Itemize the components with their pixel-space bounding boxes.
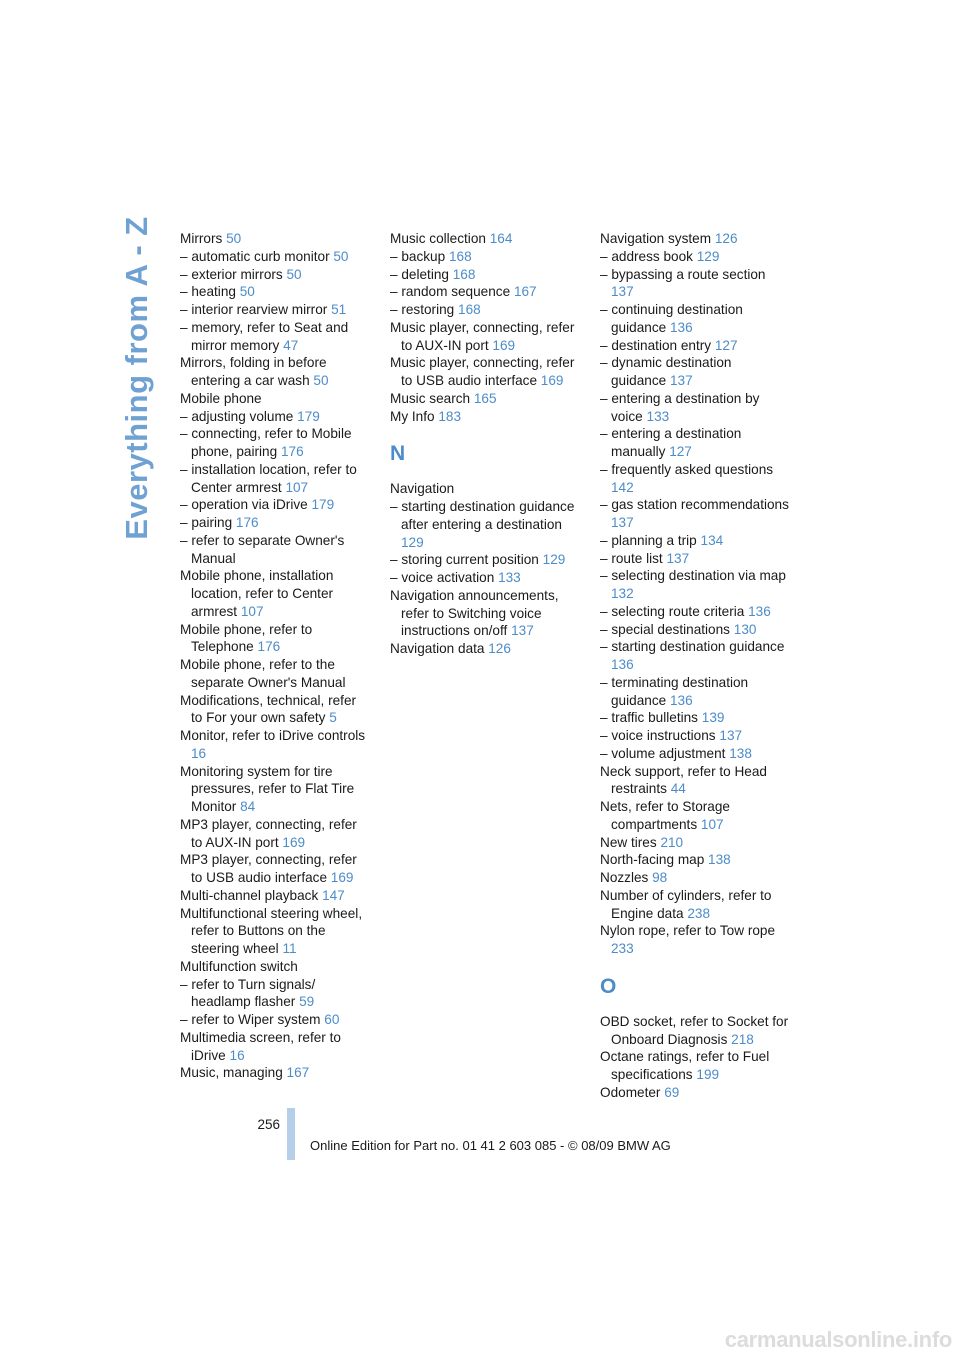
footer-edition-text: Online Edition for Part no. 01 41 2 603 085 - © 08/09 BMW AG (310, 1138, 671, 1153)
page-reference-link[interactable]: 164 (489, 231, 513, 246)
index-entry-text: – selecting destination via map (600, 568, 786, 584)
index-entry-text: – voice activation (390, 570, 499, 585)
index-entry-text: – automatic curb monitor (180, 248, 334, 264)
index-entry (180, 692, 370, 728)
index-entry-text: Music player, connecting, refer to USB audio interface (390, 355, 575, 388)
page-reference-link[interactable]: 130 (733, 621, 757, 637)
index-entry-text: New tires (600, 834, 661, 850)
index-entry-text: – pairing (180, 515, 236, 530)
page-reference-link[interactable]: 51 (331, 302, 347, 317)
index-entry (390, 283, 580, 301)
page-reference-link[interactable]: 165 (473, 390, 497, 406)
page-reference-link[interactable]: 50 (239, 284, 255, 300)
index-entry (180, 425, 370, 461)
index-letter-heading: N (390, 442, 406, 466)
index-entry (180, 1011, 370, 1029)
index-entry (390, 390, 580, 408)
index-entry (180, 408, 370, 426)
page-reference-link[interactable]: 138 (708, 852, 731, 868)
index-entry-text: Music collection (390, 231, 490, 246)
index-entry-text: Music search (390, 390, 474, 406)
page-reference-link[interactable]: 47 (283, 337, 299, 353)
index-entry-text: – traffic bulletins (600, 710, 702, 726)
index-entry (600, 567, 790, 603)
page-reference-link[interactable]: 179 (311, 497, 335, 513)
index-entry-text: – refer to Wiper system (180, 1012, 325, 1027)
page-reference-link[interactable]: 176 (257, 639, 281, 655)
index-entry (600, 709, 790, 727)
index-entry (600, 390, 790, 426)
index-entry-text: – gas station recommendations (600, 497, 789, 513)
index-entry-text: – voice instructions (600, 728, 720, 743)
index-entry (600, 603, 790, 621)
index-entry-text: – entering a destination by voice (600, 390, 760, 424)
index-entry (600, 1013, 790, 1049)
index-entry (180, 621, 370, 657)
index-entry (600, 834, 790, 852)
index-entry-text: – interior rearview mirror (180, 302, 332, 317)
page-reference-link[interactable]: 137 (666, 550, 690, 566)
page-reference-link[interactable]: 50 (333, 248, 349, 264)
index-entry (390, 587, 580, 640)
index-entry (180, 354, 370, 390)
index-entry (600, 425, 790, 461)
index-entry (600, 798, 790, 834)
index-entry (600, 230, 790, 248)
index-entry-text: – destination entry (600, 337, 715, 353)
page-reference-link[interactable]: 142 (611, 479, 634, 495)
index-entry (390, 266, 580, 284)
index-entry-text: OBD socket, refer to Socket for Onboard Diagnosis (600, 1013, 789, 1047)
index-entry-text: – refer to separate Owner's Manual (180, 532, 345, 566)
index-entry-text: – route list (600, 550, 667, 566)
page-reference-link[interactable]: 138 (729, 745, 752, 761)
index-entry-text: Mobile phone, installation location, refer to Center armrest (180, 568, 334, 619)
index-entry (180, 905, 370, 958)
index-entry (390, 569, 580, 587)
index-entry-text: – storing current position (390, 552, 543, 568)
index-entry (390, 248, 580, 266)
index-entry (600, 354, 790, 390)
page-reference-link[interactable]: 199 (696, 1067, 720, 1082)
index-entry (180, 763, 370, 816)
page-reference-link[interactable]: 5 (329, 710, 337, 726)
index-entry-text: – backup (390, 248, 449, 264)
index-entry-text: – adjusting volume (180, 408, 298, 424)
index-entry (600, 461, 790, 497)
index-entry (180, 567, 370, 620)
index-entry-text: Navigation data (390, 641, 489, 656)
index-entry-text: – volume adjustment (600, 745, 730, 761)
index-entry (180, 851, 370, 887)
section-title-text: Everything from A - Z (119, 216, 154, 540)
page-reference-link[interactable]: 137 (611, 515, 634, 530)
index-column-1 (180, 230, 370, 1082)
page-reference-link[interactable]: 132 (611, 586, 634, 601)
index-entry-text: Music player, connecting, refer to AUX-IN port (390, 319, 575, 353)
page-reference-link[interactable]: 129 (696, 248, 720, 264)
index-entry (600, 550, 790, 568)
index-entry (180, 496, 370, 514)
index-entry (600, 869, 790, 887)
page-reference-link[interactable]: 168 (452, 266, 476, 282)
index-entry-text: Neck support, refer to Head restraints (600, 763, 767, 797)
page-reference-link[interactable]: 136 (611, 657, 634, 672)
index-entry-text: – dynamic destination guidance (600, 355, 732, 388)
index-entry (600, 727, 790, 745)
index-entry-text: – frequently asked questions (600, 461, 774, 477)
index-entry-text: – restoring (390, 302, 459, 317)
index-entry (390, 551, 580, 569)
page-reference-link[interactable]: 137 (719, 728, 743, 743)
index-entry (600, 1048, 790, 1084)
page-reference-link[interactable]: 69 (664, 1084, 680, 1100)
index-entry (180, 461, 370, 497)
index-entry (180, 816, 370, 852)
page-reference-link[interactable]: 183 (438, 408, 462, 424)
page-reference-link[interactable]: 136 (748, 603, 771, 619)
index-column-2 (390, 230, 580, 658)
index-entry-text: Nets, refer to Storage compartments (600, 799, 730, 832)
index-entry (600, 638, 790, 674)
index-entry-text: – planning a trip (600, 532, 701, 548)
page-reference-link[interactable]: 210 (660, 834, 684, 850)
index-entry-text: – refer to Turn signals/ headlamp flasher (180, 976, 316, 1010)
page-reference-link[interactable]: 136 (669, 692, 693, 708)
index-entry-text: Mobile phone (180, 390, 262, 406)
page-reference-link[interactable]: 44 (670, 781, 686, 797)
page-reference-link[interactable]: 167 (286, 1065, 310, 1081)
index-entry-text: – deleting (390, 266, 453, 282)
index-entry (390, 319, 580, 355)
page-reference-link[interactable]: 126 (714, 231, 738, 246)
index-entry (180, 230, 370, 248)
page-reference-link[interactable]: 16 (191, 745, 207, 761)
index-entry (390, 480, 580, 498)
index-entry-text: Odometer (600, 1084, 665, 1100)
index-entry-text: Monitoring system for tire pressures, refer to Flat Tire Monitor (180, 763, 355, 814)
index-entry (600, 621, 790, 639)
index-entry-text: Multimedia screen, refer to iDrive (180, 1029, 341, 1063)
index-entry (600, 851, 790, 869)
index-entry (180, 976, 370, 1012)
page-reference-link[interactable]: 60 (324, 1012, 340, 1027)
index-entry-text: – starting destination guidance after entering a destination (390, 499, 575, 532)
index-entry-text: Multi-channel playback (180, 887, 323, 903)
index-entry (390, 498, 580, 551)
index-entry-text: – selecting route criteria (600, 603, 749, 619)
page-reference-link[interactable]: 11 (282, 941, 297, 956)
index-entry-text: – entering a destination manually (600, 426, 742, 459)
index-entry (180, 514, 370, 532)
index-entry-text: MP3 player, connecting, refer to AUX-IN port (180, 816, 357, 850)
index-entry (600, 887, 790, 923)
index-entry (180, 958, 370, 976)
index-entry (180, 532, 370, 568)
index-entry-text: Octane ratings, refer to Fuel specifications (600, 1049, 770, 1082)
page-reference-link[interactable]: 147 (322, 887, 345, 903)
index-entry-text: Mirrors (180, 231, 227, 246)
page-reference-link[interactable]: 50 (226, 231, 242, 246)
index-entry-text: – random sequence (390, 284, 514, 300)
page-reference-link[interactable]: 168 (458, 302, 481, 317)
index-entry (390, 230, 580, 248)
index-entry (180, 319, 370, 355)
index-entry-text: – installation location, refer to Center armrest (180, 461, 357, 495)
index-entry-text: Monitor, refer to iDrive controls (180, 728, 366, 743)
index-entry-text: My Info (390, 408, 439, 424)
index-entry (600, 745, 790, 763)
index-entry-text: Mirrors, folding in before entering a car wash (180, 355, 327, 388)
index-entry (390, 354, 580, 390)
page-reference-link[interactable]: 107 (285, 479, 309, 495)
index-entry-text: Navigation system (600, 231, 715, 246)
page-reference-link[interactable]: 167 (513, 284, 537, 300)
index-entry-text: Nozzles (600, 870, 653, 885)
page-reference-link[interactable]: 169 (540, 373, 564, 388)
page-reference-link[interactable]: 168 (448, 248, 472, 264)
page-reference-link[interactable]: 169 (282, 834, 306, 850)
page-reference-link[interactable]: 176 (280, 444, 304, 459)
page-reference-link[interactable]: 137 (669, 373, 693, 388)
index-entry (180, 727, 370, 763)
index-entry (600, 248, 790, 266)
page-reference-link[interactable]: 127 (669, 444, 692, 459)
index-entry-text: – bypassing a route section (600, 266, 766, 282)
index-entry (180, 301, 370, 319)
index-letter-heading: O (600, 974, 617, 998)
page-reference-link[interactable]: 137 (611, 284, 634, 300)
page-reference-link[interactable]: 107 (240, 603, 264, 619)
index-entry (180, 887, 370, 905)
index-entry (600, 1084, 790, 1102)
index-entry (600, 496, 790, 532)
page-reference-link[interactable]: 16 (229, 1047, 245, 1063)
index-entry (600, 301, 790, 337)
index-entry-text: MP3 player, connecting, refer to USB audio interface (180, 852, 357, 885)
index-entry (180, 248, 370, 266)
index-entry-text: – memory, refer to Seat and mirror memory (180, 319, 349, 353)
index-entry-text: Modifications, technical, refer to For your own safety (180, 692, 357, 726)
index-entry-text: Navigation (390, 481, 455, 497)
index-entry-text: Multifunctional steering wheel, refer to Buttons on the steering wheel (180, 905, 363, 956)
page-reference-link[interactable]: 238 (687, 905, 711, 921)
page-reference-link[interactable]: 98 (652, 870, 668, 885)
footer-accent-bar (287, 1108, 295, 1160)
index-entry (180, 1064, 370, 1082)
index-entry-text: – address book (600, 248, 697, 264)
index-entry-text: Navigation announcements, refer to Switching voice instructions on/off (390, 587, 559, 639)
index-entry-text: Mobile phone, refer to the separate Owner's Manual (180, 657, 346, 690)
index-entry (600, 266, 790, 302)
index-entry (600, 532, 790, 550)
page-reference-link[interactable]: 133 (646, 408, 670, 424)
page-reference-link[interactable]: 137 (511, 623, 534, 639)
page-reference-link[interactable]: 126 (488, 641, 511, 656)
index-entry-text: – continuing destination guidance (600, 302, 743, 335)
index-entry (180, 1029, 370, 1065)
page-reference-link[interactable]: 50 (286, 266, 302, 282)
index-entry (600, 922, 790, 958)
page-reference-link[interactable]: 129 (542, 552, 566, 568)
page-reference-link[interactable]: 139 (701, 710, 725, 726)
page-reference-link[interactable]: 134 (700, 532, 724, 548)
page-reference-link[interactable]: 233 (611, 941, 634, 956)
watermark: carmanualsonline.info (724, 1327, 952, 1352)
page-reference-link[interactable]: 50 (313, 373, 329, 388)
page-reference-link[interactable]: 129 (401, 534, 424, 550)
index-entry (600, 674, 790, 710)
index-entry-text: – heating (180, 284, 240, 300)
index-entry-text: Nylon rope, refer to Tow rope (600, 923, 776, 939)
index-entry (600, 763, 790, 799)
index-entry (180, 266, 370, 284)
page-reference-link[interactable]: 127 (714, 337, 738, 353)
index-entry-text: – exterior mirrors (180, 266, 287, 282)
page-reference-link[interactable]: 84 (240, 799, 256, 814)
index-entry-text: – starting destination guidance (600, 639, 785, 655)
index-entry (390, 301, 580, 319)
page-reference-link[interactable]: 176 (235, 515, 259, 530)
index-entry-text: Mobile phone, refer to Telephone (180, 621, 313, 655)
index-entry (390, 408, 580, 426)
index-entry-text: Number of cylinders, refer to Engine data (600, 887, 772, 921)
page-reference-link[interactable]: 133 (498, 570, 521, 585)
index-entry (180, 656, 370, 692)
index-entry (180, 390, 370, 408)
index-entry-text: North-facing map (600, 852, 709, 868)
index-entry-text: – connecting, refer to Mobile phone, pairing (180, 426, 352, 459)
index-entry-text: – terminating destination guidance (600, 674, 749, 708)
section-title-vertical (117, 216, 157, 540)
page-reference-link[interactable]: 218 (731, 1031, 754, 1047)
index-column-3 (600, 230, 790, 1102)
index-entry-text: – special destinations (600, 621, 734, 637)
page-number: 256 (257, 1117, 280, 1132)
index-entry-text: Music, managing (180, 1065, 287, 1081)
index-entry (180, 283, 370, 301)
index-entry (390, 640, 580, 658)
index-entry-text: Multifunction switch (180, 958, 298, 974)
page-reference-link[interactable]: 179 (297, 408, 320, 424)
page-reference-link[interactable]: 59 (299, 994, 315, 1010)
index-entry (600, 337, 790, 355)
page-reference-link[interactable]: 169 (492, 337, 516, 353)
page-reference-link[interactable]: 169 (330, 870, 354, 885)
page-reference-link[interactable]: 136 (669, 319, 693, 335)
index-entry-text: – operation via iDrive (180, 497, 312, 513)
page-reference-link[interactable]: 107 (700, 816, 724, 832)
